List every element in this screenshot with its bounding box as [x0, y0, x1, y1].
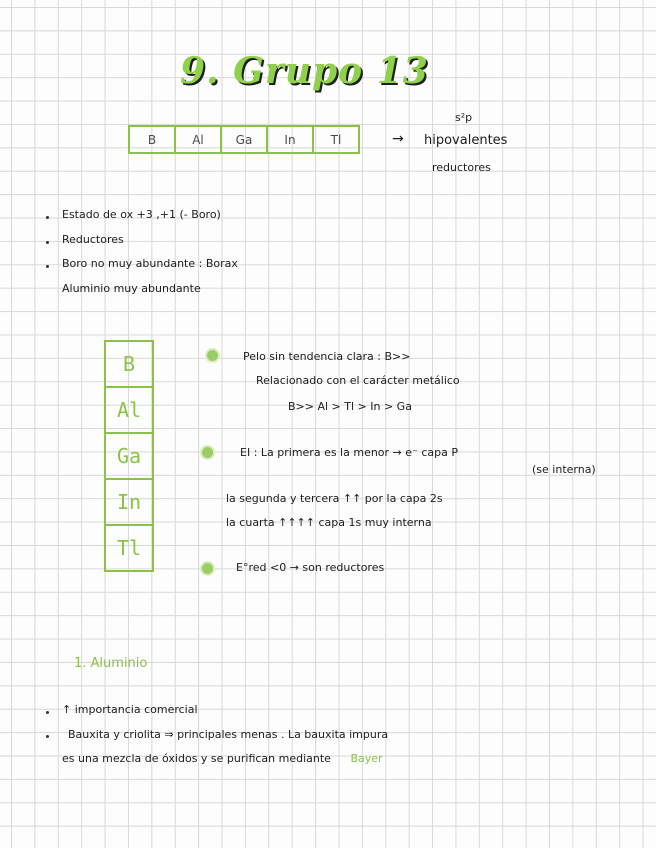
- element-cell-ga: Ga: [106, 434, 152, 480]
- arrow-symbol: →: [392, 131, 404, 147]
- element-cell-tl: Tl: [330, 132, 342, 147]
- side-note-line-2: reductores: [432, 161, 491, 174]
- element-cell-in: In: [268, 127, 314, 152]
- note2-line-1: EI : La primera es la menor → e⁻ capa P: [240, 446, 458, 459]
- list2-item-2-continuation: [62, 752, 383, 765]
- note1-line-2: Relacionado con el carácter metálico: [256, 374, 460, 387]
- bullet-icon: [46, 711, 49, 714]
- side-note-line-1: hipovalentes: [424, 133, 508, 148]
- page-title: 9. Grupo 13: [180, 50, 429, 92]
- note2-line-4: la cuarta ↑↑↑↑ capa 1s muy interna: [226, 516, 432, 529]
- list2-item-1: ↑ importancia comercial: [62, 703, 198, 716]
- element-cell-al: Al: [106, 388, 152, 434]
- element-cell-b: B: [106, 342, 152, 388]
- bayer-highlight: Bayer: [350, 752, 383, 765]
- electron-config: s²p: [455, 111, 473, 124]
- bullet-icon: [46, 265, 49, 268]
- green-bullet-icon: [202, 563, 213, 574]
- note2-line-2: (se interna): [532, 463, 596, 476]
- section-heading: 1. Aluminio: [74, 656, 148, 671]
- note3-line-1: E°red <0 → son reductores: [236, 561, 385, 574]
- note1-line-1: Pelo sin tendencia clara : B>>: [243, 350, 411, 363]
- element-row-table: [128, 125, 360, 154]
- element-cell-in: In: [106, 480, 152, 526]
- element-cell-ga: Ga: [222, 127, 268, 152]
- list2-item-2: Bauxita y criolita ⇒ principales menas . La bauxita impura: [68, 728, 389, 741]
- list1-item-1: Estado de ox +3 ,+1 (- Boro): [62, 208, 221, 221]
- bullet-icon: [46, 735, 49, 738]
- list1-item-3: Boro no muy abundante : Borax: [62, 257, 238, 270]
- bullet-icon: [46, 241, 49, 244]
- list1-continuation: Aluminio muy abundante: [62, 282, 201, 295]
- element-cell-tl: Tl: [116, 536, 142, 560]
- element-column-table: [104, 340, 154, 572]
- note2-line-3: la segunda y tercera ↑↑ por la capa 2s: [226, 492, 443, 505]
- green-bullet-icon: [207, 350, 218, 361]
- green-bullet-icon: [202, 447, 213, 458]
- note1-line-3: B>> Al > Tl > In > Ga: [288, 400, 412, 413]
- element-cell-al: Al: [176, 127, 222, 152]
- element-cell-b: B: [130, 127, 176, 152]
- list1-item-2: Reductores: [62, 233, 124, 246]
- list2-item-2-text: es una mezcla de óxidos y se purifican mediante: [62, 752, 331, 765]
- bullet-icon: [46, 216, 49, 219]
